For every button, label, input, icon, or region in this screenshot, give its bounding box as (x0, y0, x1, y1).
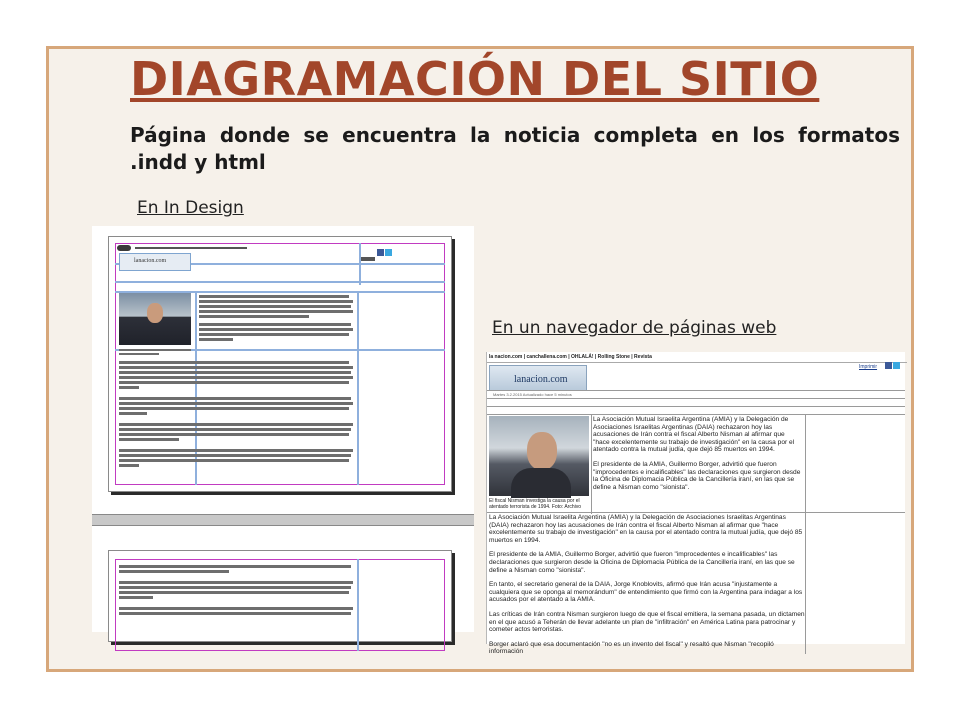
text-line (119, 386, 139, 389)
text-line (119, 423, 353, 426)
slide-subtitle: Página donde se encuentra la noticia completa en los formatos .indd y html (130, 123, 900, 174)
text-line (119, 464, 139, 467)
web-divider (487, 390, 905, 391)
text-line (199, 315, 309, 318)
indesign-pasteboard-divider (92, 514, 474, 526)
text-line (199, 310, 353, 313)
slide-title: DIAGRAMACIÓN DEL SITIO (130, 52, 820, 106)
text-line (119, 433, 349, 436)
text-line (119, 438, 179, 441)
paragraph: La Asociación Mutual Israelita Argentina (AMIA) y la Delegación de Asociaciones Israelitas Argentinas (DAIA) rechazaron hoy las acusaciones de Irán contra el fiscal Alberto Nisman al afirmar que "hace excelentemente su trabajo de investigación" en la causa por el atentado contra la mutual judía, que dejó 85 muertos en 1994. (593, 416, 795, 454)
text-line (199, 328, 353, 331)
text-line (119, 596, 153, 599)
text-line (119, 361, 349, 364)
text-line (119, 402, 353, 405)
web-article-photo (489, 416, 589, 496)
photo-face (147, 303, 163, 323)
web-screenshot (486, 352, 905, 656)
text-line (119, 565, 351, 568)
caption-line (119, 353, 159, 355)
paragraph: Las críticas de Irán contra Nisman surgieron luego de que el fiscal emitiera, la semana pasada, un dictamen en el que acusó a Teherán de llevar adelante un plan de "infiltración" en América Latina para patrocinar y cometer actos terroristas. (489, 610, 805, 634)
paragraph: El presidente de la AMIA, Guillermo Borger, advirtió que fueron "improcedentes e incalificables" las declaraciones que surgieron desde la Oficina de Diplomacia Pública de la Cancillería iraní, en las que se define a Nisman como "sionista". (489, 551, 795, 574)
paragraph: La Asociación Mutual Israelita Argentina (AMIA) y la Delegación de Asociaciones Israelitas Argentinas (DAIA) rechazaron hoy las acusaciones de Irán contra el fiscal Alberto Nisman al afirmar que "hace excelentemente su trabajo de investigación" en la causa por el atentado contra la mutual judía, que dejó 85 muertos en 1994. (489, 514, 803, 544)
indesign-logo-text: lanacion.com (134, 258, 167, 264)
caption-line (119, 349, 191, 351)
column-guide (357, 559, 359, 651)
text-line (119, 570, 229, 573)
text-line (199, 333, 349, 336)
text-line (199, 295, 349, 298)
indesign-page-2 (108, 550, 452, 642)
text-line (119, 612, 351, 615)
text-line (119, 412, 147, 415)
column-guide (359, 243, 361, 285)
text-line (119, 371, 351, 374)
text-line (119, 586, 351, 589)
text-line (119, 449, 353, 452)
indesign-logo (119, 253, 191, 271)
web-article-body (489, 514, 805, 663)
text-line (199, 305, 351, 308)
photo-face (527, 432, 557, 470)
text-line (119, 428, 351, 431)
facebook-icon[interactable] (885, 362, 892, 369)
text-line (199, 338, 233, 341)
twitter-icon (385, 249, 392, 256)
text-line (119, 459, 349, 462)
web-divider (487, 406, 905, 407)
text-line (119, 397, 351, 400)
web-logo[interactable]: lanacion.com (489, 365, 587, 391)
text-line (119, 366, 353, 369)
paragraph: En tanto, el secretario general de la DAIA, Jorge Knoblovits, afirmó que Irán acusa "injustamente a cualquiera que se oponga al memorándum" de entendimiento que firmó con la Argentina para indagar a los acusados por el atentado a la AMIA. (489, 581, 803, 604)
text-line (119, 607, 353, 610)
text-line (119, 454, 351, 457)
web-divider (487, 512, 905, 513)
indesign-small-logo (117, 245, 131, 251)
indesign-photo (119, 293, 191, 345)
paragraph: El presidente de la AMIA, Guillermo Borger, advirtió que fueron "improcedentes e incalificables" las declaraciones que surgieron desde la Oficina de Diplomacia Pública de la Cancillería iraní, en las que se define a Nisman como "sionista". (593, 460, 801, 491)
indesign-page-1 (108, 236, 452, 492)
photo-suit (511, 468, 571, 498)
indesign-screenshot (92, 226, 474, 632)
web-date-line: Martes 3.2.2015 Actualizado hace 5 minutos (493, 392, 572, 397)
text-line (119, 591, 349, 594)
web-divider (591, 414, 592, 514)
facebook-icon (377, 249, 384, 256)
web-divider (487, 398, 905, 399)
indesign-top-links (135, 247, 247, 249)
web-browser-label: En un navegador de páginas web (492, 318, 777, 338)
indesign-label: En In Design (137, 198, 244, 218)
column-guide (115, 281, 445, 283)
text-line (119, 581, 353, 584)
twitter-icon[interactable] (893, 362, 900, 369)
web-divider (805, 414, 806, 654)
web-divider (487, 414, 905, 415)
web-top-links[interactable]: la nacion.com | canchallena.com | OHLALÁ! | Rolling Stone | Revista (487, 352, 907, 363)
text-line (199, 300, 353, 303)
paragraph: Borger aclaró que esa documentación "no es un invento del fiscal" y resaltó que Nisman "recopiló información (489, 640, 774, 656)
text-line (119, 376, 353, 379)
text-line (119, 381, 349, 384)
web-share-link[interactable]: Imprimir (859, 364, 878, 370)
text-line (199, 323, 351, 326)
text-line (119, 407, 349, 410)
indesign-share-text (361, 257, 375, 261)
column-guide (357, 291, 359, 485)
web-article-intro (593, 416, 803, 498)
web-photo-caption: El fiscal Nisman investiga la causa por el atentado terrorista de 1994. Foto: Archivo (489, 498, 581, 510)
